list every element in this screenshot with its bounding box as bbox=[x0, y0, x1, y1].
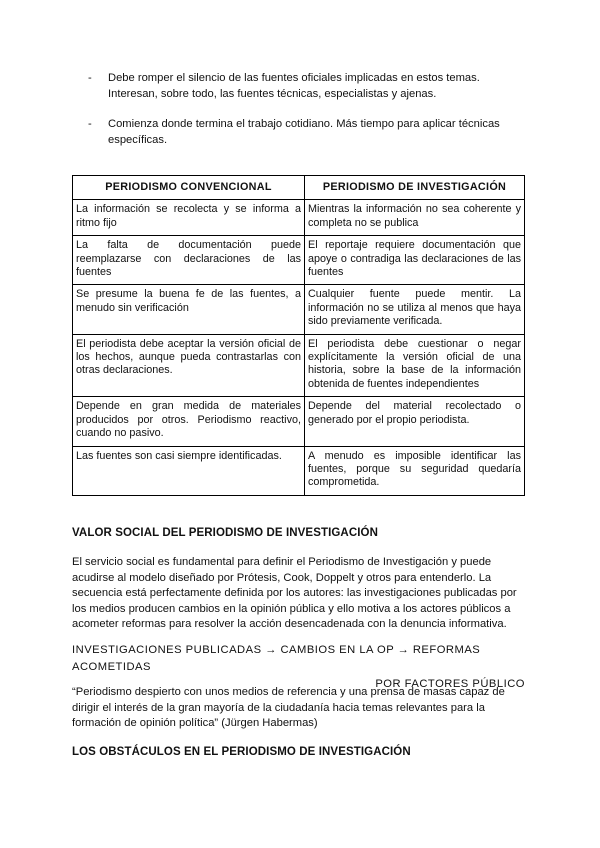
table-cell: El periodista debe cuestionar o negar explícitamente la versión oficial de una historia, sobre la base de la información obtenida de fuentes independientes bbox=[305, 334, 525, 397]
table-cell: El reportaje requiere documentación que apoye o contradiga las declaraciones de las fuentes bbox=[305, 236, 525, 285]
table-cell: El periodista debe aceptar la versión oficial de los hechos, aunque pueda contrastarlas con otras declaraciones. bbox=[73, 334, 305, 397]
table-cell: Se presume la buena fe de las fuentes, a menudo sin verificación bbox=[73, 285, 305, 334]
table-cell: Depende en gran medida de materiales producidos por otros. Periodismo reactivo, cuando no pasivo. bbox=[73, 397, 305, 446]
table-row bbox=[73, 200, 525, 236]
table-cell: Cualquier fuente puede mentir. La información no se utiliza al menos que haya sido previamente verificada. bbox=[305, 285, 525, 334]
table-cell: Depende del material recolectado o generado por el propio periodista. bbox=[305, 397, 525, 446]
comparison-table bbox=[72, 175, 525, 496]
list-item bbox=[88, 117, 528, 148]
header-conventional: PERIODISMO CONVENCIONAL bbox=[73, 176, 305, 200]
bullet-marker: - bbox=[88, 118, 92, 130]
social-value-paragraph: El servicio social es fundamental para definir el Periodismo de Investigación y puede acudirse al modelo diseñado por Prótesis, Cook, Doppelt y otros para entenderlo. La secuencia está perfectamente definida por los autores: las investigaciones publicadas por los medios producen cambios en la opinión pública y ello motiva a los actores públicos a acometer reformas para resolver la acción desencadenada con la denuncia informativa. bbox=[72, 556, 517, 630]
header-investigative: PERIODISMO DE INVESTIGACIÓN bbox=[305, 176, 525, 200]
table-cell: A menudo es imposible identificar las fuentes, porque su seguridad quedaría comprometida. bbox=[305, 446, 525, 495]
list-item bbox=[88, 71, 528, 102]
bullet-text: Comienza donde termina el trabajo cotidiano. Más tiempo para aplicar técnicas específicas. bbox=[108, 118, 500, 146]
bullet-text: Debe romper el silencio de las fuentes oficiales implicadas en estos temas. Interesan, sobre todo, las fuentes técnicas, especialistas y ajenas. bbox=[108, 72, 480, 100]
table-row bbox=[73, 446, 525, 495]
flow-line-1: INVESTIGACIONES PUBLICADAS → CAMBIOS EN LA OP → REFORMAS ACOMETIDAS bbox=[72, 644, 481, 673]
flow-line-2: POR FACTORES PÚBLICO bbox=[375, 678, 525, 690]
bullet-marker: - bbox=[88, 72, 92, 84]
section-heading-obstacles: LOS OBSTÁCULOS EN EL PERIODISMO DE INVESTIGACIÓN bbox=[72, 746, 411, 758]
habermas-quote: “Periodismo despierto con unos medios de referencia y una prensa de masas capaz de dirigir el interés de la gran mayoría de la ciudadanía hacia temas relevantes para la formación de opinión política” (Jürgen Habermas) bbox=[72, 686, 505, 729]
table-row bbox=[73, 334, 525, 397]
table-cell: Mientras la información no sea coherente y completa no se publica bbox=[305, 200, 525, 236]
table-cell: La falta de documentación puede reemplazarse con declaraciones de las fuentes bbox=[73, 236, 305, 285]
table-header-row bbox=[73, 176, 525, 200]
section-heading-social-value: VALOR SOCIAL DEL PERIODISMO DE INVESTIGACIÓN bbox=[72, 527, 378, 539]
table-cell: La información se recolecta y se informa a ritmo fijo bbox=[73, 200, 305, 236]
bullet-list bbox=[88, 71, 528, 163]
table-row bbox=[73, 285, 525, 334]
table-row bbox=[73, 236, 525, 285]
table-cell: Las fuentes son casi siempre identificadas. bbox=[73, 446, 305, 495]
table-row bbox=[73, 397, 525, 446]
